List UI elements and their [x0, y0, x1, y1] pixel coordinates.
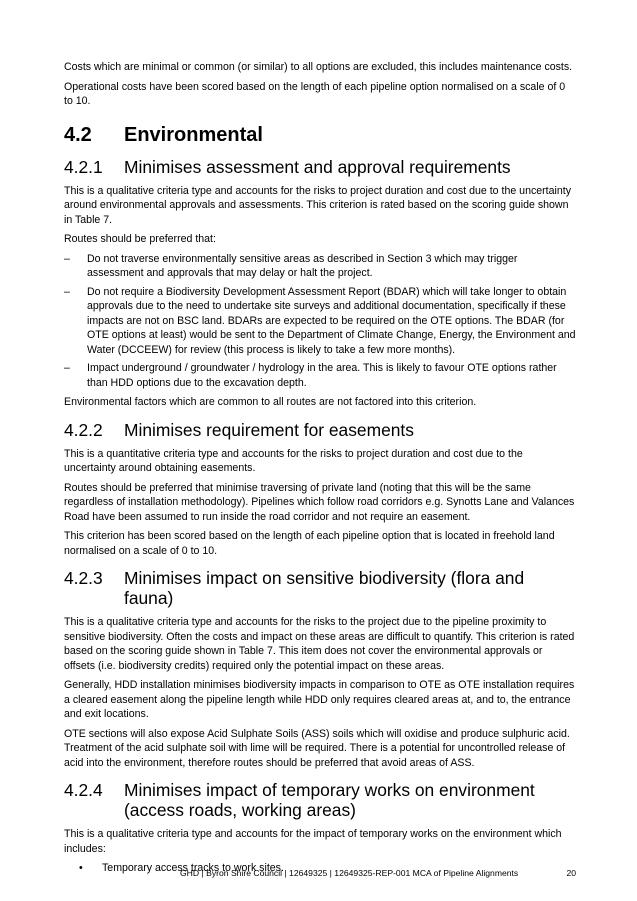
heading-4-2-1 — [64, 157, 576, 177]
footer-text: GHD | Byron Shire Council | 12649325 | 12649325-REP-001 MCA of Pipeline Alignments — [180, 868, 519, 878]
paragraph: This is a qualitative criteria type and accounts for the risks to the project due to the pipeline proximity to sensitive biodiversity. Often the costs and impact on these areas are difficult to quantify. This criterion is rated based on the scoring guide shown in Table 7. This item does not cover the environmental approvals or offsets (i.e. biodiversity credits) required only the potential impact on these areas. — [64, 616, 575, 672]
heading-number: 4.2 — [64, 123, 92, 146]
paragraph: Environmental factors which are common to all routes are not factored into this criterion. — [64, 396, 477, 408]
heading-number: 4.2.4 — [64, 780, 103, 800]
paragraph: Generally, HDD installation minimises biodiversity impacts in comparison to OTE as OTE installation requires a cleared easement along the pipeline length while HDD only requires cleared areas at, and to, the entrance and exit locations. — [64, 679, 575, 720]
paragraph: This is a quantitative criteria type and accounts for the risks to project duration and cost due to the uncertainty around obtaining easements. — [64, 447, 523, 474]
paragraph: Routes should be preferred that minimise traversing of private land (noting that this will be the same regardless of installation methodology). Pipelines which follow road corridors e.g. Synotts Lane and Valances Road have been assumed to run inside the road corridor and not require an easement. — [64, 481, 575, 523]
heading-4-2-4 — [64, 780, 576, 820]
intro-paragraph-1: Costs which are minimal or common (or similar) to all options are excluded, this includes maintenance costs. — [64, 61, 573, 73]
paragraph: Routes should be preferred that: — [64, 233, 216, 245]
heading-title: Minimises impact of temporary works on environment (access roads, working areas) — [124, 780, 535, 820]
heading-number: 4.2.3 — [64, 568, 103, 588]
paragraph: This is a qualitative criteria type and accounts for the impact of temporary works on the environment which includes: — [64, 828, 562, 855]
dash-list — [64, 252, 576, 391]
list-item: • Temporary access tracks to work sites. — [64, 861, 576, 876]
paragraph: This criterion has been scored based on the length of each pipeline option that is located in freehold land normalised on a scale of 0 to 10. — [64, 530, 555, 557]
page-number: 20 — [566, 868, 576, 878]
heading-title: Minimises requirement for easements — [124, 419, 414, 440]
list-item: – Do not require a Biodiversity Development Assessment Report (BDAR) which will take longer to obtain approvals due to the need to undertake site surveys and additional documentation, specifically if these impacts are not on BSC land. BDARs are expected to be required on the OTE options. The BDAR (for OTE options at least) would be sent to the Department of Climate Change, Energy, the Environment and Water (DCCEEW) for review (this process is likely to take a few more months). — [64, 285, 576, 358]
list-item: – Impact underground / groundwater / hydrology in the area. This is likely to favour OTE options rather than HDD options due to the excavation depth. — [64, 361, 576, 390]
paragraph: This is a qualitative criteria type and accounts for the risks to project duration and cost due to the uncertainty around environmental approvals and assessments. This criterion is rated based on the scoring guide shown in Table 7. — [64, 184, 572, 226]
heading-number: 4.2.1 — [64, 156, 103, 177]
list-item: – Do not traverse environmentally sensitive areas as described in Section 3 which may trigger assessment and approvals that may delay or halt the project. — [64, 252, 576, 281]
heading-4-2-3 — [64, 568, 576, 608]
document-page — [64, 60, 576, 876]
heading-4-2 — [64, 123, 576, 147]
heading-title: Minimises impact on sensitive biodiversity (flora and fauna) — [124, 568, 525, 608]
intro-paragraph-2: Operational costs have been scored based on the length of each pipeline option normalised on a scale of 0 to 10. — [64, 80, 566, 107]
paragraph: OTE sections will also expose Acid Sulphate Soils (ASS) soils which will oxidise and produce sulphuric acid. Treatment of the acid sulphate soil with lime will be required. There is a potential for uncontrolled release of acid into the environment, therefore routes should be preferred that avoid areas of ASS. — [64, 727, 570, 769]
heading-title: Environmental — [124, 123, 263, 146]
heading-4-2-2 — [64, 420, 576, 440]
heading-number: 4.2.2 — [64, 419, 103, 440]
page-footer — [180, 868, 576, 878]
heading-title: Minimises assessment and approval requirements — [124, 156, 511, 177]
